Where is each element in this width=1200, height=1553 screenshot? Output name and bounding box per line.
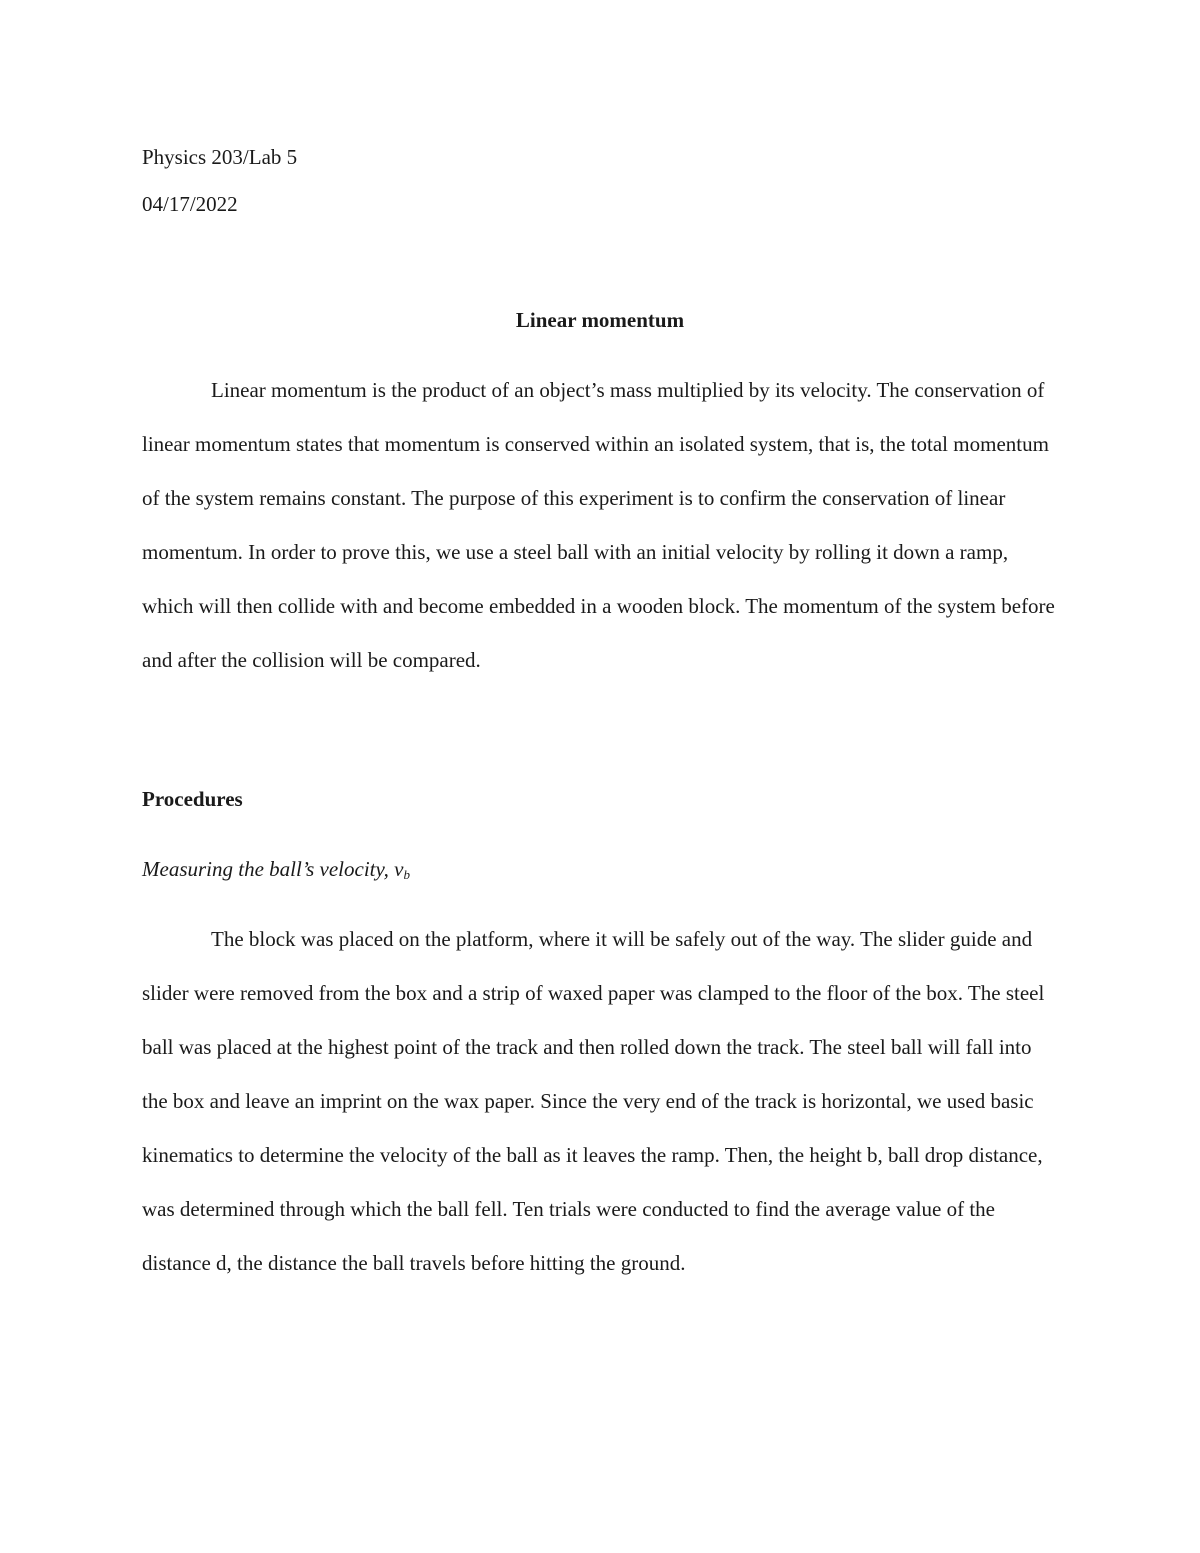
procedures-paragraph: The block was placed on the platform, where it will be safely out of the way. The slider guide and slider were removed from the box and a strip of waxed paper was clamped to the floor of the box. The steel ball was placed at the highest point of the track and then rolled down the track. The steel ball will fall into the box and leave an imprint on the wax paper. Since the very end of the track is horizontal, we used basic kinematics to determine the velocity of the ball as it leaves the ramp. Then, the height b, ball drop distance, was determined through which the ball fell. Ten trials were conducted to find the average value of the distance d, the distance the ball travels before hitting the ground. xyxy=(142,927,1045,1275)
subheading-subscript: b xyxy=(403,867,410,882)
procedures-heading: Procedures xyxy=(142,787,243,811)
procedures-subheading xyxy=(142,857,410,887)
date-line: 04/17/2022 xyxy=(142,192,238,216)
course-line: Physics 203/Lab 5 xyxy=(142,145,298,169)
document-title: Linear momentum xyxy=(515,308,685,332)
subheading-text: Measuring the ball’s velocity, v xyxy=(142,857,404,881)
intro-paragraph: Linear momentum is the product of an object’s mass multiplied by its velocity. The conservation of linear momentum states that momentum is conserved within an isolated system, that is, the total momentum of the system remains constant. The purpose of this experiment is to confirm the conservation of linear momentum. In order to prove this, we use a steel ball with an initial velocity by rolling it down a ramp, which will then collide with and become embedded in a wooden block. The momentum of the system before and after the collision will be compared. xyxy=(142,378,1055,672)
